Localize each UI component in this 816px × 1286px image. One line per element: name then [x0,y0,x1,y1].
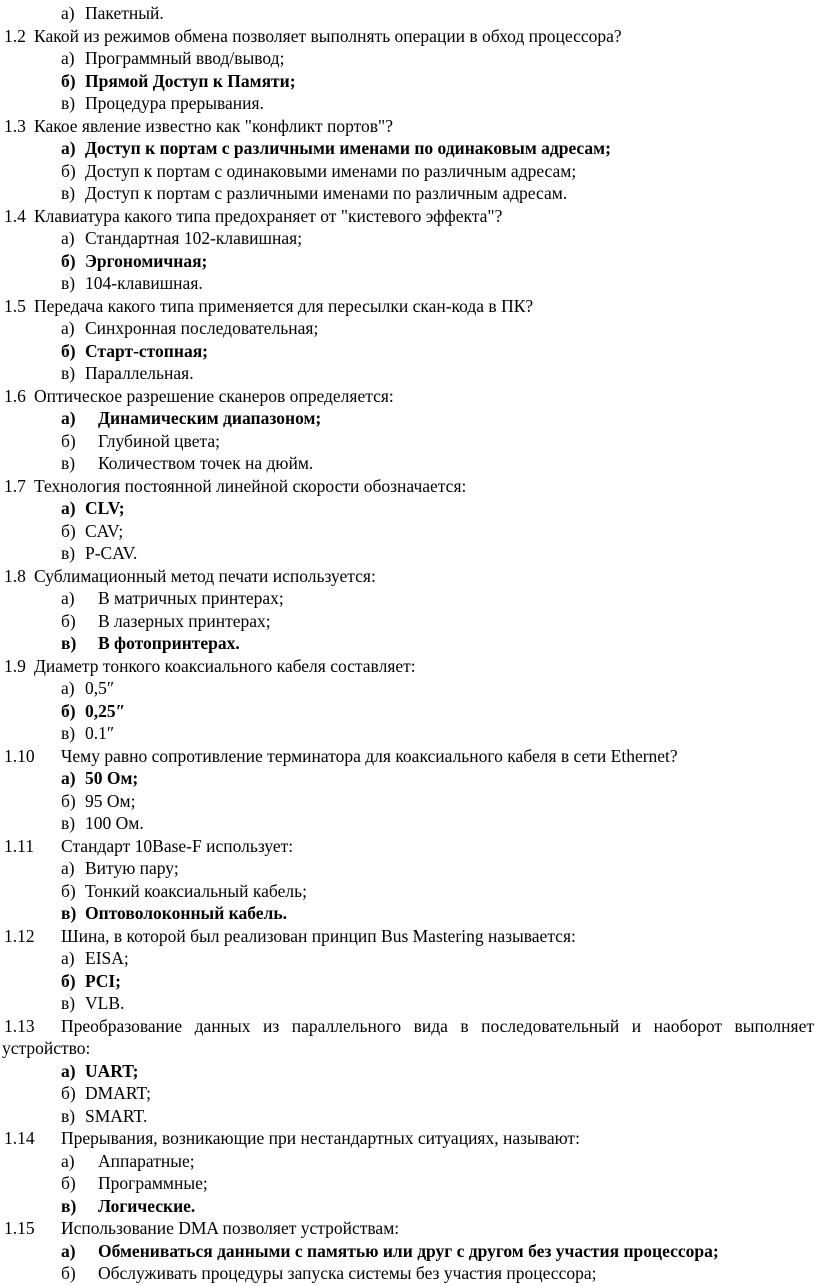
option-text: Старт-стопная; [85,340,208,361]
option-marker: а) [61,3,75,23]
option-text: Программный ввод/вывод; [85,48,285,68]
option-marker: б) [61,1173,76,1193]
question-text: Прерывания, возникающие при нестандартных ситуациях, называют: [61,1128,580,1148]
question-text: Клавиатура какого типа предохраняет от "кистевого эффекта"? [34,205,503,226]
option-marker: в) [61,453,76,473]
option-marker: б) [61,790,76,811]
option-marker: а) [61,498,76,518]
option-text: CLV; [85,498,125,518]
option-marker: а) [61,1150,75,1171]
question-number: 1.4 [4,205,26,226]
option-text: Обмениваться данными с памятью или друг с другом без участия процессора; [98,1240,719,1261]
answer-option [0,1260,816,1286]
option-text: Параллельная. [85,363,194,383]
option-marker: а) [61,138,76,158]
question-text: Какой из режимов обмена позволяет выполнять операции в обход процессора? [34,25,622,46]
option-text: Доступ к портам с различными именами по различным адресам. [85,183,568,203]
question-text: Передача какого типа применяется для пересылки скан-кода в ПК? [34,295,534,316]
option-text: Тонкий коаксиальный кабель; [85,880,307,901]
option-marker: в) [61,633,77,653]
option-marker: в) [61,363,76,383]
option-marker: б) [61,700,76,721]
option-text: 100 Ом. [85,813,144,833]
option-text: Доступ к портам с различными именами по одинаковым адресам; [85,138,611,158]
option-text: Динамическим диапазоном; [98,408,322,428]
option-marker: в) [61,273,76,293]
question-text-continued: устройство: [2,1038,91,1058]
option-marker: в) [61,183,76,203]
option-text: 50 Ом; [85,768,139,788]
option-text: Количеством точек на дюйм. [98,453,314,473]
option-text: 0,25″ [85,700,126,721]
option-marker: в) [61,993,76,1013]
option-text: Доступ к портам с одинаковыми именами по различным адресам; [85,160,577,181]
option-text: SMART. [85,1105,148,1126]
question-text: Диаметр тонкого коаксиального кабеля составляет: [34,655,416,676]
question-number: 1.8 [4,565,26,586]
option-text: Обслуживать процедуры запуска системы без участия процессора; [98,1263,597,1283]
option-marker: в) [61,93,76,113]
option-marker: в) [61,903,77,923]
option-text: Логические. [98,1195,196,1216]
option-marker: б) [61,160,76,181]
option-text: В матричных принтерах; [98,588,284,608]
option-marker: б) [61,520,76,541]
option-marker: б) [61,1083,76,1103]
option-text: EISA; [85,948,129,968]
question-text: Сублимационный метод печати используется: [34,565,376,586]
option-text: 104-клавишная. [85,273,203,293]
question-number: 1.15 [4,1218,35,1238]
question-number: 1.5 [4,295,26,316]
option-marker: в) [61,1195,77,1216]
option-marker: а) [61,318,75,338]
option-marker: б) [61,70,76,91]
option-text: В фотопринтерах. [98,633,240,653]
option-marker: б) [61,880,76,901]
option-marker: в) [61,543,76,563]
option-text: Процедура прерывания. [85,93,264,113]
question-number: 1.2 [4,25,26,46]
option-text: Программные; [98,1173,208,1193]
option-marker: б) [61,970,76,991]
option-text: 0.1″ [85,723,115,743]
option-marker: в) [61,1105,76,1126]
option-text: Эргономичная; [85,250,208,271]
question-number: 1.11 [4,835,34,856]
option-marker: в) [61,723,76,743]
option-marker: а) [61,1240,76,1261]
option-text: P-CAV. [85,543,138,563]
question-number: 1.3 [4,115,26,136]
option-text: Оптоволоконный кабель. [85,903,287,923]
question-number: 1.9 [4,655,26,676]
option-marker: а) [61,228,75,248]
question-text: Какое явление известно как "конфликт портов"? [34,115,393,136]
option-text: 0,5″ [85,678,115,698]
option-marker: а) [61,588,75,608]
question-number: 1.10 [4,745,35,766]
option-marker: а) [61,408,76,428]
option-marker: б) [61,610,76,631]
question-text: Шина, в которой был реализован принцип Bus Mastering называется: [61,925,576,946]
option-text: Пакетный. [85,3,164,23]
option-marker: а) [61,768,76,788]
option-text: Стандартная 102-клавишная; [85,228,303,248]
option-text: В лазерных принтерах; [98,610,271,631]
question-text: Стандарт 10Base-F использует: [61,835,294,856]
question-text: Технология постоянной линейной скорости обозначается: [34,475,467,496]
option-marker: а) [61,48,75,68]
option-text: Глубиной цвета; [98,430,220,451]
option-text: PCI; [85,970,121,991]
question-text: Оптическое разрешение сканеров определяется: [34,385,394,406]
option-text: Витую пару; [85,858,179,878]
question-text: Преобразование данных из параллельного вида в последовательный и наоборот выполняет [61,1015,814,1036]
question-number: 1.13 [4,1015,35,1036]
option-marker: а) [61,678,75,698]
option-marker: а) [61,1060,76,1081]
question-text: Чему равно сопротивление терминатора для коаксиального кабеля в сети Ethernet? [61,745,678,766]
option-marker: б) [61,430,76,451]
option-text: 95 Ом; [85,790,136,811]
option-text: DMART; [85,1083,152,1103]
question-number: 1.7 [4,475,26,496]
option-marker: б) [61,250,76,271]
option-marker: б) [61,340,76,361]
question-text: Использование DMA позволяет устройствам: [61,1218,400,1238]
option-marker: в) [61,813,76,833]
option-text: Синхронная последовательная; [85,318,319,338]
option-marker: а) [61,858,75,878]
option-text: CAV; [85,520,124,541]
question-number: 1.12 [4,925,35,946]
option-text: Аппаратные; [98,1150,195,1171]
question-number: 1.6 [4,385,26,406]
option-text: UART; [85,1060,139,1081]
option-text: Прямой Доступ к Памяти; [85,70,296,91]
option-marker: а) [61,948,75,968]
option-text: VLB. [85,993,125,1013]
option-marker: б) [61,1263,76,1283]
question-number: 1.14 [4,1128,35,1148]
